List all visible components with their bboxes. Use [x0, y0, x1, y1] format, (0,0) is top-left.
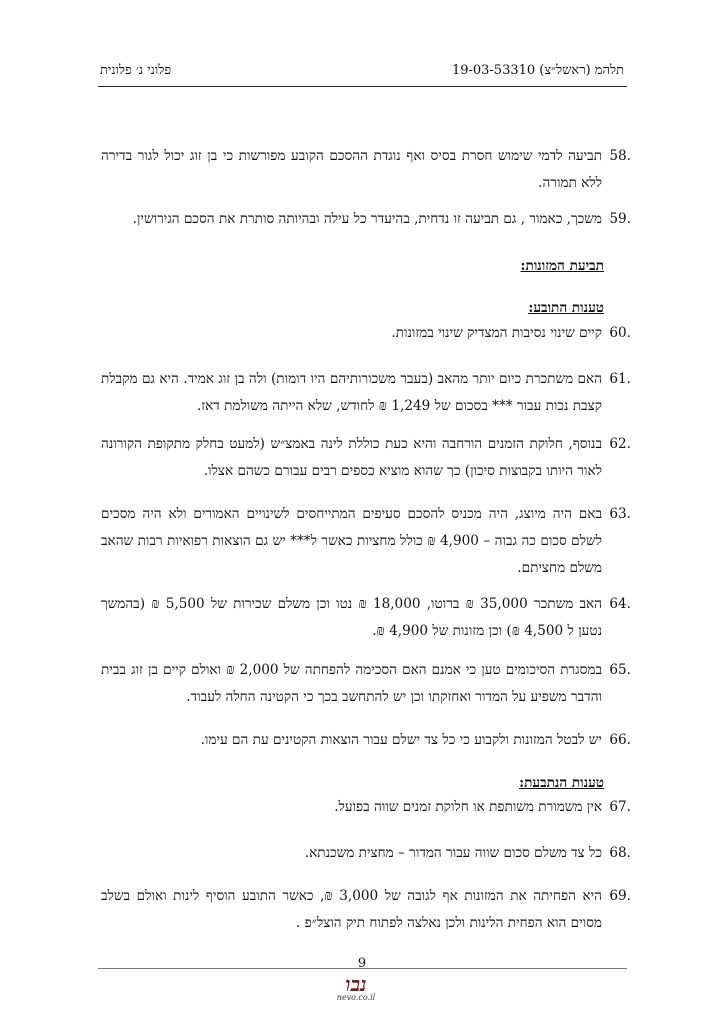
paragraph-63	[101, 501, 631, 582]
paragraph-number: 64.	[609, 596, 631, 612]
paragraph-number: 62.	[609, 436, 631, 452]
paragraph-number: 68.	[609, 845, 631, 861]
paragraph-number: 58.	[609, 148, 631, 164]
paragraph-number: 61.	[609, 371, 631, 387]
page-number: 9	[357, 956, 367, 971]
paragraph-60	[101, 320, 631, 347]
paragraph-number: 65.	[609, 662, 631, 678]
header-divider	[98, 86, 627, 87]
paragraph-number: 67.	[609, 799, 631, 815]
paragraph-text: קיים שינוי נסיבות המצדיק שינוי במזונות.	[391, 325, 602, 341]
section-title-maintenance: תביעת המזונות:	[520, 258, 604, 274]
paragraph-text: באם היה מיוצג, היה מכניס להסכם סעיפים המתייחסים לשינויים האמורים ולא היה מסכים לשלם סכום כה גבוה – 4,900 ₪ כולל מחציות כאשר ל*** יש גם הוצאות רפואיות רבות שהאב משלם מחציתם.	[101, 506, 602, 576]
paragraph-58	[101, 143, 631, 197]
logo-subtext: nevo.co.il	[336, 993, 376, 1002]
logo-word: נבו	[345, 972, 367, 996]
paragraph-number: 66.	[609, 732, 631, 748]
paragraph-64	[101, 591, 631, 645]
paragraph-text: היא הפחיתה את המזונות אף לגובה של 3,000 ₪, כאשר התובע הוסיף לינות ואולם בשלב מסוים הוא הפחית הלינות ולכן נאלצה לפתוח תיק הוצל״פ .	[101, 888, 602, 931]
case-number: תלהמ (ראשל״צ) 19-03-53310	[451, 63, 624, 78]
paragraph-65	[101, 657, 631, 711]
paragraph-text: תביעה לדמי שימוש חסרת בסיס ואף נוגדת ההסכם הקובע מפורשות כי בן זוג יכול לגור בדירה ללא תמורה.	[101, 148, 602, 191]
subheading-plaintiff-claims: טענות התובע:	[528, 300, 604, 316]
paragraph-text: כל צד משלם סכום שווה עבור המדור – מחצית משכנתא.	[304, 845, 602, 861]
parties-names: פלוני נ׳ פלונית	[100, 63, 172, 78]
paragraph-text: האם משתכרת כיום יותר מהאב (בעבר משכורותיהם היו דומות) ולה בן זוג אמיד. היא גם מקבלת קצבת נכות עבור *** בסכום של 1,249 ₪ לחודש, שלא הייתה משולמת דאז.	[101, 371, 602, 414]
paragraph-number: 63.	[609, 506, 631, 522]
paragraph-text: יש לבטל המזונות ולקבוע כי כל צד ישלם עבור הוצאות הקטינים עת הם עימו.	[200, 732, 602, 748]
paragraph-text: בנוסף, חלוקת הזמנים הורחבה והיא כעת כוללת לינה באמצ״ש (למעט בחלק מתקופת הקורונה לאור היותו בקבוצות סיכון) כך שהוא מוציא כספים רבים עבורם כשהם אצלו.	[101, 436, 602, 479]
paragraph-62	[101, 431, 631, 485]
paragraph-69	[101, 883, 631, 937]
paragraph-67	[101, 794, 631, 821]
paragraph-text: במסגרת הסיכומים טען כי אמנם האם הסכימה להפחתה של 2,000 ₪ ואולם קיים בן זוג בבית והדבר משפיע על המדור ואחזקתו וכן יש להתחשב בכך כי הקטינה החלה לעבוד.	[101, 662, 603, 705]
nevo-logo	[326, 972, 386, 1006]
paragraph-68	[101, 840, 631, 867]
paragraph-59	[101, 206, 631, 233]
paragraph-66	[101, 727, 631, 754]
paragraph-text: האב משתכר 35,000 ₪ ברוטו, 18,000 ₪ נטו וכן משלם שכירות של 5,500 ₪ (בהמשך נטען ל 4,500 ₪) וכן מזונות של 4,900 ₪.	[101, 596, 602, 639]
paragraph-number: 69.	[609, 888, 631, 904]
paragraph-number: 59.	[609, 211, 631, 227]
paragraph-61	[101, 366, 631, 420]
page-header	[100, 62, 624, 80]
subheading-defendant-claims: טענות הנתבעת:	[519, 775, 604, 791]
paragraph-text: אין משמורת משותפת או חלוקת זמנים שווה בפועל.	[334, 799, 602, 815]
paragraph-number: 60.	[609, 325, 631, 341]
footer-divider	[98, 968, 627, 969]
paragraph-text: משכך, כאמור , גם תביעה זו נדחית, בהיעדר כל עילה ובהיותה סותרת את הסכם הגירושין.	[132, 211, 602, 227]
